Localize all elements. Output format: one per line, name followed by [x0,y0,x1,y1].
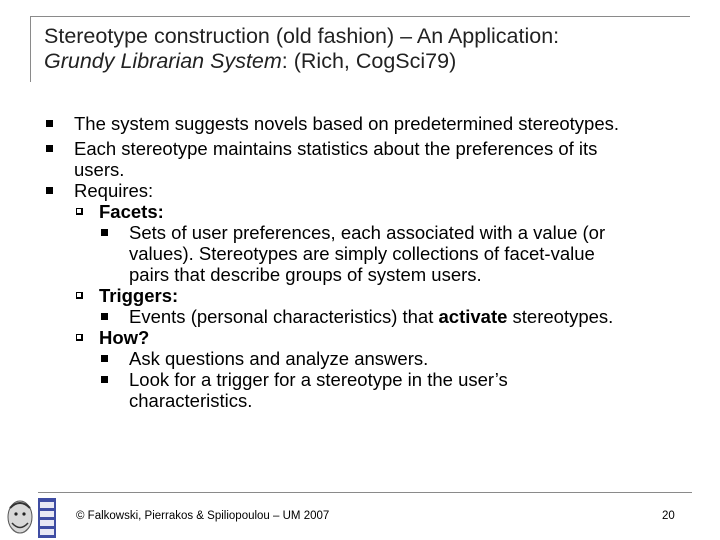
title-line-1: Stereotype construction (old fashion) – An Application: [44,24,560,48]
slide-title [44,24,559,74]
bullet-text: Each stereotype maintains statistics about the preferences of its [74,138,598,159]
bullet-text: Requires: [74,180,154,201]
bullet-item [44,138,694,180]
sub-sub-text: Events (personal characteristics) that [129,306,439,327]
page-number: 20 [662,510,675,522]
footer-divider [38,492,692,493]
sub-sub-text: Look for a trigger for a stereotype in the user’s [129,369,508,390]
sub-sub-text-cont: pairs that describe groups of system users. [129,264,482,285]
slide-body [44,113,694,411]
footer-copyright: © Falkowski, Pierrakos & Spiliopoulou – UM 2007 [76,510,330,522]
sub-sub-bullet [44,348,694,369]
sub-bullet-facets [44,201,694,222]
square-bullet-icon [101,355,108,362]
sub-bullet-label: Facets: [99,201,164,222]
hollow-square-bullet-icon [76,292,83,299]
square-bullet-icon [101,376,108,383]
title-citation: : (Rich, CogSci79) [281,49,457,73]
sub-sub-bullet [44,306,694,327]
sub-sub-text: Sets of user preferences, each associated with a value (or [129,222,606,243]
bullet-text: The system suggests novels based on predetermined stereotypes. [74,113,620,134]
square-bullet-icon [46,120,53,127]
emphasis-activate: activate [438,306,508,327]
sub-bullet-triggers [44,285,694,306]
bullet-item [44,113,694,134]
title-system-name: Grundy Librarian System [44,49,282,73]
sub-sub-bullet [44,222,694,285]
title-line-2 [44,49,559,74]
university-logo-icon [2,496,58,540]
bullet-text-cont: users. [74,159,125,180]
sub-sub-bullet [44,369,694,411]
sub-sub-text-end: stereotypes. [507,306,614,327]
sub-bullet-label: How? [99,327,150,348]
sub-sub-text-cont: characteristics. [129,390,253,411]
square-bullet-icon [46,145,53,152]
hollow-square-bullet-icon [76,334,83,341]
sub-bullet-label: Triggers: [99,285,179,306]
sub-sub-text-cont: values). Stereotypes are simply collections of facet-value [129,243,595,264]
square-bullet-icon [101,313,108,320]
square-bullet-icon [46,187,53,194]
sub-sub-text: Ask questions and analyze answers. [129,348,429,369]
bullet-item [44,180,694,201]
square-bullet-icon [101,229,108,236]
sub-bullet-how [44,327,694,348]
hollow-square-bullet-icon [76,208,83,215]
